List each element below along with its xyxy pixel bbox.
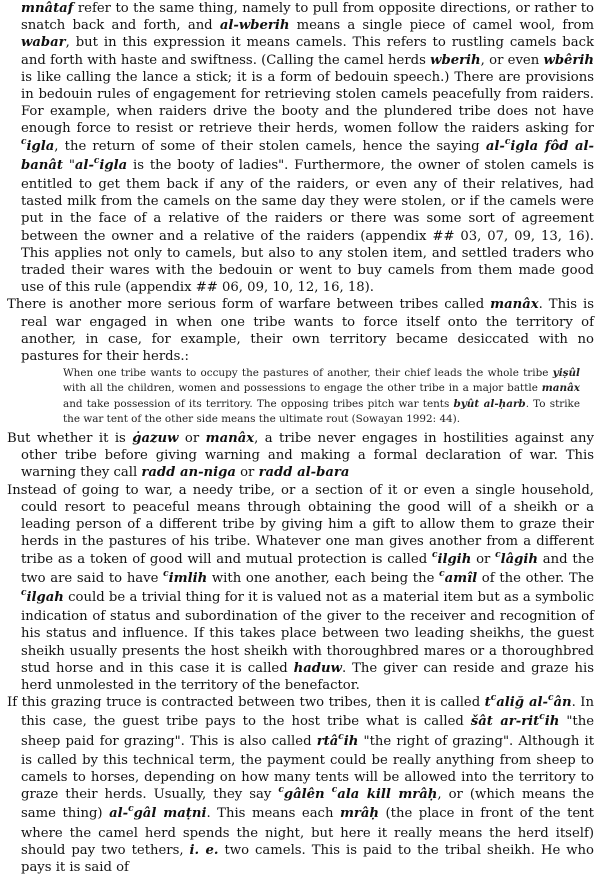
ayn-superscript: c [21, 136, 27, 147]
paragraph-grazing-truce [7, 694, 594, 876]
text-run: of the other. The [477, 570, 594, 586]
ayn-superscript: c [547, 693, 554, 704]
text-run: means a single piece of camel wool, from [289, 18, 594, 34]
transliterated-term: gâl maṭni [133, 806, 207, 822]
text-run: "the right of grazing". Although it is called by this technical term, the payment could be really anything from sheep to camels to horses, depending on how many tents will be allowed into the territory to graze their herds. Usually, they say [21, 733, 594, 803]
transliterated-term: gâlên [283, 787, 325, 803]
text-run: When one tribe wants to occupy the pastures of another, their chief leads the whole tribe [63, 367, 553, 380]
text-run: . The giver can reside and graze his herd unmolested in the territory of the benefactor. [21, 660, 594, 693]
ayn-superscript: c [93, 155, 100, 166]
ayn-superscript: c [331, 785, 338, 796]
text-run: . To strike the war tent of the other side means the ultimate rout (Sowayan 1992: 44). [63, 397, 581, 425]
transliterated-term: amîl [444, 570, 478, 586]
transliterated-term: mnâtaf [21, 1, 74, 16]
text-run: . In this case, the guest tribe pays to the host tribe what is called [21, 695, 595, 730]
text-run: " [63, 157, 75, 173]
text-run: or [178, 431, 206, 447]
text-run: If this grazing truce is contracted between two tribes, then it is called [7, 695, 485, 711]
transliterated-term: t [484, 695, 491, 711]
ayn-superscript: c [163, 568, 169, 579]
text-run: or [235, 465, 259, 481]
text-run: , a tribe never engages in hostilities against any other tribe before giving warning and making a formal declaration of war. This warning they call [21, 431, 594, 481]
transliterated-term: wberih [430, 52, 481, 68]
text-run: with one another, each being the [207, 570, 440, 586]
transliterated-term: yiṣûl [552, 367, 580, 380]
text-run: and take possession of its territory. The opposing tribes pitch war tents [63, 397, 454, 410]
text-run: There is another more serious form of warfare between tribes called [7, 297, 491, 313]
transliterated-term: radd an-niga [141, 465, 236, 481]
transliterated-term: manâx [541, 382, 580, 395]
paragraph-camel-raiding [7, 0, 594, 296]
transliterated-term: i. e. [189, 842, 219, 858]
paragraph-peaceful-means [7, 482, 594, 694]
text-run: Instead of going to war, a needy tribe, or a section of it or even a single household, could resort to peaceful means through obtaining the good will of a sheikh or a leading person of a different tribe by giving him a gift to allow them to graze their herds in the pastures of his tribe. Whatever one man gives another from a different tribe as a token of good will and mutual protection is called [7, 482, 594, 567]
transliterated-term: haduw [293, 660, 342, 676]
transliterated-term: ala kill mrâḥ [337, 787, 438, 803]
text-run: with all the children, women and possessions to engage the other tribe in a major battle [63, 382, 542, 395]
text-run: and the two are said to have [21, 551, 594, 586]
transliterated-term: igla [26, 138, 55, 154]
text-run: But whether it is [7, 431, 133, 447]
text-run: could be a trivial thing for it is valued not as a material item but as a symbolic indication of status and subordination of the giver to the receiver and recognition of his status and influence. If this takes place between two leading sheikhs, the guest sheikh usually presents the host sheikh with thoroughbred mares or a thoroughbred stud horse and in this case it is called [21, 589, 594, 676]
text-run: two camels. This is paid to the tribal sheikh. He who pays it is said of [21, 842, 594, 875]
text-run: . This means each [206, 806, 340, 822]
transliterated-term: lâgih [500, 551, 538, 567]
transliterated-term: manâx [490, 297, 539, 313]
text-run: "the sheep paid for grazing". This is also called [21, 714, 595, 749]
transliterated-term: igla [99, 157, 128, 173]
transliterated-term: byût al-ḥarb [453, 397, 526, 410]
ayn-superscript: c [338, 731, 344, 742]
text-run: , or even [480, 52, 544, 68]
paragraph-declaration-of-war [7, 430, 594, 482]
ayn-superscript: c [21, 587, 27, 598]
ayn-superscript: c [490, 693, 497, 704]
transliterated-term: al- [74, 157, 94, 173]
transliterated-term: mrâḥ [339, 806, 379, 822]
text-run: or [471, 551, 496, 567]
text-run: is like calling the lance a stick; it is a form of bedouin speech.) There are provisions in bedouin rules of engagement for retrieving stolen camels peacefully from raiders. For example, when raiders drive the booty and the plundered tribe does not have enough force to resist or retrieve their herds, women follow the raiders asking for [21, 69, 594, 137]
text-run: (the place in front of the tent where the camel herd spends the night, but here it really means the herd itself) should pay two tethers, [21, 806, 594, 858]
transliterated-term: manâx [205, 431, 255, 447]
ayn-superscript: c [495, 549, 501, 560]
ayn-superscript: c [278, 785, 284, 796]
transliterated-term: ġazuw [132, 431, 179, 447]
text-run: , or (which means the same thing) [21, 787, 595, 822]
transliterated-term: ih [544, 714, 560, 730]
block-quote-sowayan [63, 366, 580, 427]
text-run [325, 787, 332, 802]
transliterated-term: ih [343, 733, 359, 749]
text-run: is the booty of ladies". Furthermore, the owner of stolen camels is entitled to get them back if any of the raiders, or even any of their relatives, had tasted milk from the camels on the same day they were stolen, or if the camels were put in the face of a relative of the raiders or there was some sort of agreement between the owner and a relative of the raiders (appendix ## 03, 07, 09, 13, 16). This applies not only to camels, but also to any stolen item, and settled traders who traded their wares with the bedouin or went to buy camels from them made good use of this rule (appendix ## 06, 09, 10, 12, 16, 18). [21, 157, 594, 296]
ayn-superscript: c [539, 712, 545, 723]
transliterated-term: wbêrih [543, 52, 594, 68]
transliterated-term: radd al-bara [258, 465, 350, 481]
transliterated-term: ilgah [26, 589, 64, 605]
ayn-superscript: c [504, 136, 511, 147]
transliterated-term: rtâ [316, 733, 339, 749]
paragraph-manax-warfare [7, 296, 594, 365]
transliterated-term: aliğ al- [496, 695, 548, 711]
transliterated-term: wabar [21, 35, 66, 51]
transliterated-term: al- [485, 138, 505, 154]
transliterated-term: imlih [168, 570, 208, 586]
text-run: refer to the same thing, namely to pull from opposite directions, or rather to snatch back and forth, and [21, 1, 594, 34]
transliterated-term: igla fôd al-banât [21, 138, 594, 173]
transliterated-term: al-wberih [219, 18, 290, 34]
transliterated-term: šât ar-rit [470, 714, 540, 730]
transliterated-term: ân [553, 695, 572, 711]
text-run: , the return of some of their stolen camels, hence the saying [54, 138, 486, 154]
text-run: . This is real war engaged in when one tribe wants to force itself onto the territory of another, in case, for example, their own territory became desiccated with no pastures for their herds.: [21, 297, 594, 365]
ayn-superscript: c [431, 549, 438, 560]
ayn-superscript: c [128, 804, 134, 815]
transliterated-term: al- [109, 806, 129, 822]
text-run: , but in this expression it means camels. This refers to rustling camels back and forth with haste and swiftness. (Calling the camel herds [21, 35, 594, 68]
ayn-superscript: c [439, 568, 445, 579]
transliterated-term: ilgih [437, 551, 472, 567]
